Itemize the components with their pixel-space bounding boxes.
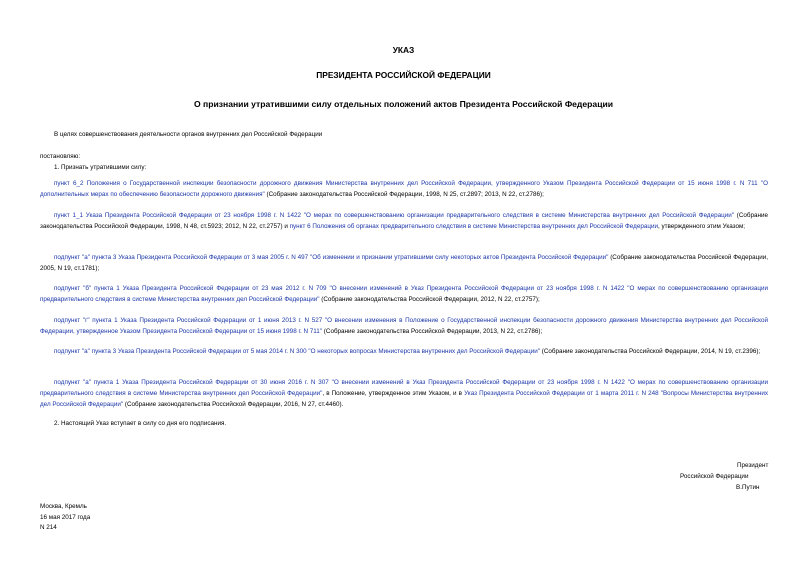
signing-place: Москва, Кремль (40, 503, 87, 510)
signature-title: Президент (737, 462, 769, 469)
paragraph-6 (40, 346, 768, 357)
document-title: УКАЗ (392, 45, 415, 55)
paragraph-text: , утвержденного этим Указом; (657, 223, 746, 231)
source-citation: (Собрание законодательства Российской Федерации, 2014, N 19, ст.2396); (539, 348, 761, 355)
intro-text: В целях совершенствования деятельности органов внутренних дел Российской Федерации (54, 131, 323, 138)
document-issuer: ПРЕЗИДЕНТА РОССИЙСКОЙ ФЕДЕРАЦИИ (316, 70, 491, 80)
paragraph-2 (40, 210, 768, 232)
signing-date: 16 мая 2017 года (40, 513, 91, 521)
source-citation: (Собрание законодательства Российской Федерации, 1998, N 25, ст.2897; 2013, N 22, ст.2786); (264, 191, 544, 199)
paragraph-1 (40, 178, 768, 200)
source-citation: (Собрание законодательства Российской Федерации, 2013, N 22, ст.2786); (322, 328, 543, 336)
signature-country: Российской Федерации (680, 473, 749, 480)
source-citation: (Собрание законодательства Российской Федерации, 2012, N 22, ст.2757); (319, 296, 540, 304)
signing-details (40, 502, 90, 534)
document-heading: О признании утратившими силу отдельных положений актов Президента Российской Федерации (193, 99, 614, 109)
legal-reference-link[interactable]: пункт 1_1 Указа Президента Российской Федерации от 23 ноября 1998 г. N 1422 "О мерах по совершенствованию организации предварительного следствия в системе Министерства внутренних дел Российской Федерации" (54, 212, 734, 219)
legal-reference-link[interactable]: Указ Президента Российской Федерации от 1 марта 2011 г. N 248 "Вопросы Министерства внутренних дел Российской Федерации" (40, 390, 768, 409)
decree-number: N 214 (40, 524, 57, 532)
paragraph-3 (40, 252, 768, 274)
source-citation: (Собрание законодательства Российской Федерации, 2016, N 27, ст.4460). (123, 401, 344, 409)
legal-reference-link[interactable]: подпункт "г" пункта 1 Указа Президента Российской Федерации от 1 июня 2013 г. N 527 "О внесении изменения в Положение о Государственной инспекции безопасности дорожного движения Министерства внутренних дел Российской Федерации, утвержденное Указом Президента Российской Федерации от 15 июня 1998 г. N 711" (40, 317, 768, 336)
decree-word: постановляю: (40, 153, 81, 160)
source-citation: (Собрание законодательства Российской Федерации, 2005, N 19, ст.1781); (40, 254, 768, 273)
source-citation: (Собрание законодательства Российской Федерации, 1998, N 48, ст.5923; 2012, N 22, ст.2757) и (40, 212, 768, 231)
paragraph-7 (40, 377, 768, 411)
legal-reference-link[interactable]: подпункт "а" пункта 1 Указа Президента Российской Федерации от 30 июня 2016 г. N 307 "О внесении изменений в Указ Президента Российской Федерации от 23 ноября 1998 г. N 1422 "О мерах по совершенствованию организации предварительного следствия в системе Министерства внутренних дел Российской Федерации" (40, 379, 768, 398)
legal-reference-link[interactable]: подпункт "б" пункта 1 Указа Президента Российской Федерации от 23 мая 2012 г. N 709 "О внесении изменений в Указ Президента Российской Федерации от 23 ноября 1998 г. N 1422 "О мерах по совершенствованию организации предварительного следствия в системе Министерства внутренних дел Российской Федерации" (40, 285, 768, 304)
paragraph-5 (40, 315, 768, 337)
legal-reference-link[interactable]: подпункт "а" пункта 3 Указа Президента Российской Федерации от 5 мая 2014 г. N 300 "О некоторых вопросах Министерства внутренних дел Российской Федерации" (54, 348, 540, 355)
signature-name: В.Путин (736, 484, 760, 491)
legal-reference-link[interactable]: пункт 6_2 Положения о Государственной инспекции безопасности дорожного движения Министерства внутренних дел Российской Федерации, утвержденного Указом Президента Российской Федерации от 15 июня 1998 г. N 711 "О дополнительных мерах по обеспечению безопасности дорожного движения" (40, 180, 768, 199)
paragraph-text: , в Положение, утвержденное этим Указом, и в (322, 390, 465, 398)
paragraph-4 (40, 283, 768, 305)
item-1: 1. Признать утратившими силу: (54, 164, 147, 171)
legal-reference-link[interactable]: пункт 6 Положения об органах предварительного следствия в системе Министерства внутренних дел Российской Федерации (289, 223, 658, 231)
item-2: 2. Настоящий Указ вступает в силу со дня его подписания. (54, 420, 227, 427)
signature-block (680, 460, 768, 493)
legal-reference-link[interactable]: подпункт "а" пункта 3 Указа Президента Российской Федерации от 3 мая 2005 г. N 497 "Об изменении и признании утратившими силу некоторых актов Президента Российской Федерации" (54, 254, 609, 261)
